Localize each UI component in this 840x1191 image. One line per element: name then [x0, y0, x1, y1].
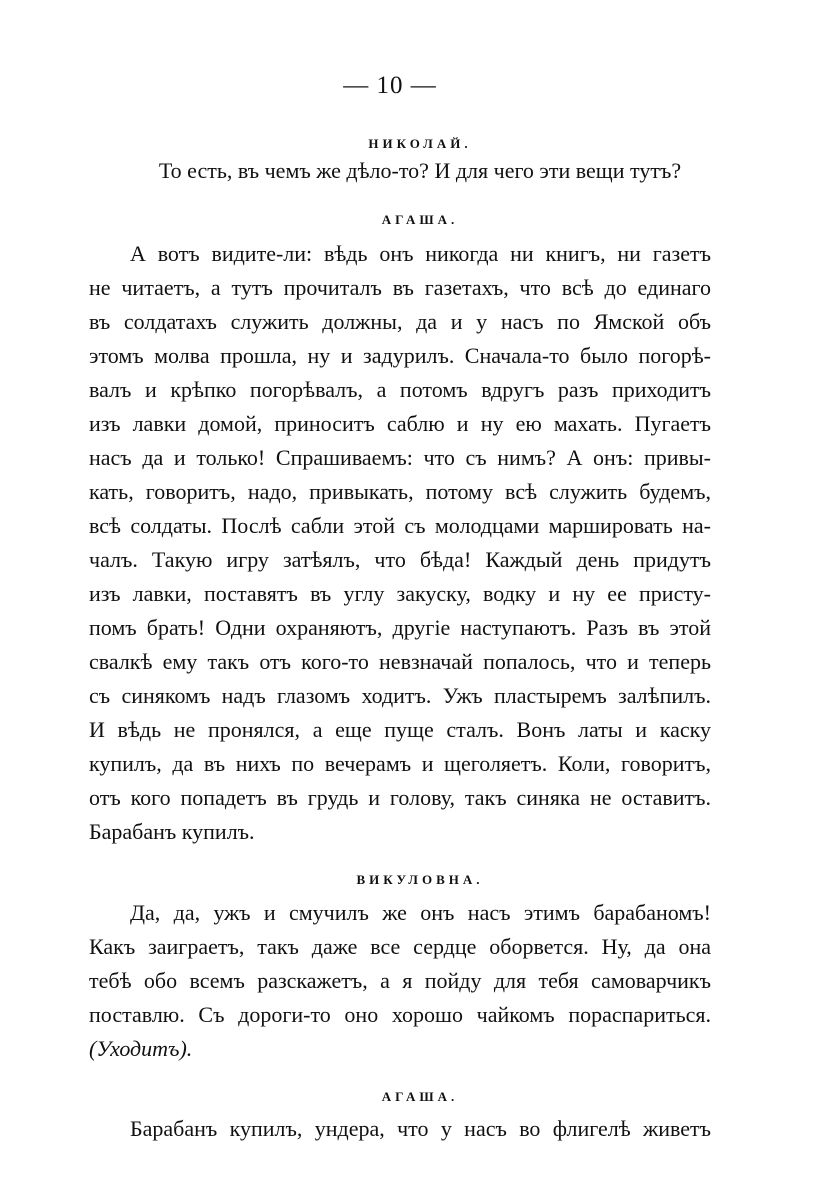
text-line: То есть, въ чемъ же дѣло-то? И для чего эти вещи тутъ? [158, 158, 682, 183]
text-line: поставлю. Съ дороги-то оно хорошо чайкомъ пораспариться. [89, 1002, 711, 1027]
speaker-name: АГАША. [381, 212, 459, 227]
text-line: тебѣ обо всемъ разскажетъ, а я пойду для тебя самоварчикъ [89, 968, 711, 993]
speaker-name: ВИКУЛОВНА. [356, 872, 484, 887]
text-line: всѣ солдаты. Послѣ сабли этой съ молодцами маршировать на- [89, 513, 711, 538]
text-line: Барабанъ купилъ, ундера, что у насъ во флигелѣ живетъ [130, 1116, 711, 1141]
text-line: съ синякомъ надъ глазомъ ходитъ. Ужъ пластыремъ залѣпилъ. [89, 683, 711, 708]
text-line: изъ лавки, поставятъ въ углу закуску, водку и ну ее присту- [89, 581, 711, 606]
text-line: чалъ. Такую игру затѣялъ, что бѣда! Каждый день придутъ [89, 547, 711, 572]
text-line: Да, да, ужъ и смучилъ же онъ насъ этимъ барабаномъ! [130, 900, 711, 925]
text-line: Какъ заиграетъ, такъ даже все сердце оборвется. Ну, да она [89, 934, 711, 959]
text-line: И вѣдь не пронялся, а еще пуще сталъ. Вонъ латы и каску [89, 717, 711, 742]
text-line: купилъ, да въ нихъ по вечерамъ и щеголяетъ. Коли, говоритъ, [89, 751, 711, 776]
text-line: въ солдатахъ служить должны, да и у насъ по Ямской объ [89, 309, 711, 334]
text-line: не читаетъ, а тутъ прочиталъ въ газетахъ, что всѣ до единаго [89, 275, 711, 300]
text-line: свалкѣ ему такъ отъ кого-то невзначай попалось, что и теперь [89, 649, 711, 674]
text-line: отъ кого попадетъ въ грудь и голову, такъ синяка не оставитъ. [89, 785, 711, 810]
stage-direction: (Уходитъ). [89, 1036, 193, 1061]
text-line: кать, говоритъ, надо, привыкать, потому всѣ служить будемъ, [89, 479, 711, 504]
text-line: А вотъ видите-ли: вѣдь онъ никогда ни книгъ, ни газетъ [130, 241, 711, 266]
speaker-name: АГАША. [381, 1089, 459, 1104]
text-line: этомъ молва прошла, ну и задурилъ. Сначала-то было погорѣ- [89, 343, 711, 368]
speaker-name: НИКОЛАЙ. [368, 136, 472, 151]
text-line: насъ да и только! Спрашиваемъ: что съ нимъ? А онъ: привы- [89, 445, 711, 470]
text-line: помъ брать! Одни охраняютъ, другіе наступаютъ. Разъ въ этой [89, 615, 711, 640]
text-line: Барабанъ купилъ. [89, 819, 255, 844]
page-number: — 10 — [343, 72, 437, 99]
text-line: валъ и крѣпко погорѣвалъ, а потомъ вдругъ разъ приходитъ [89, 377, 711, 402]
text-line: изъ лавки домой, приноситъ саблю и ну ею махать. Пугаетъ [89, 411, 711, 436]
